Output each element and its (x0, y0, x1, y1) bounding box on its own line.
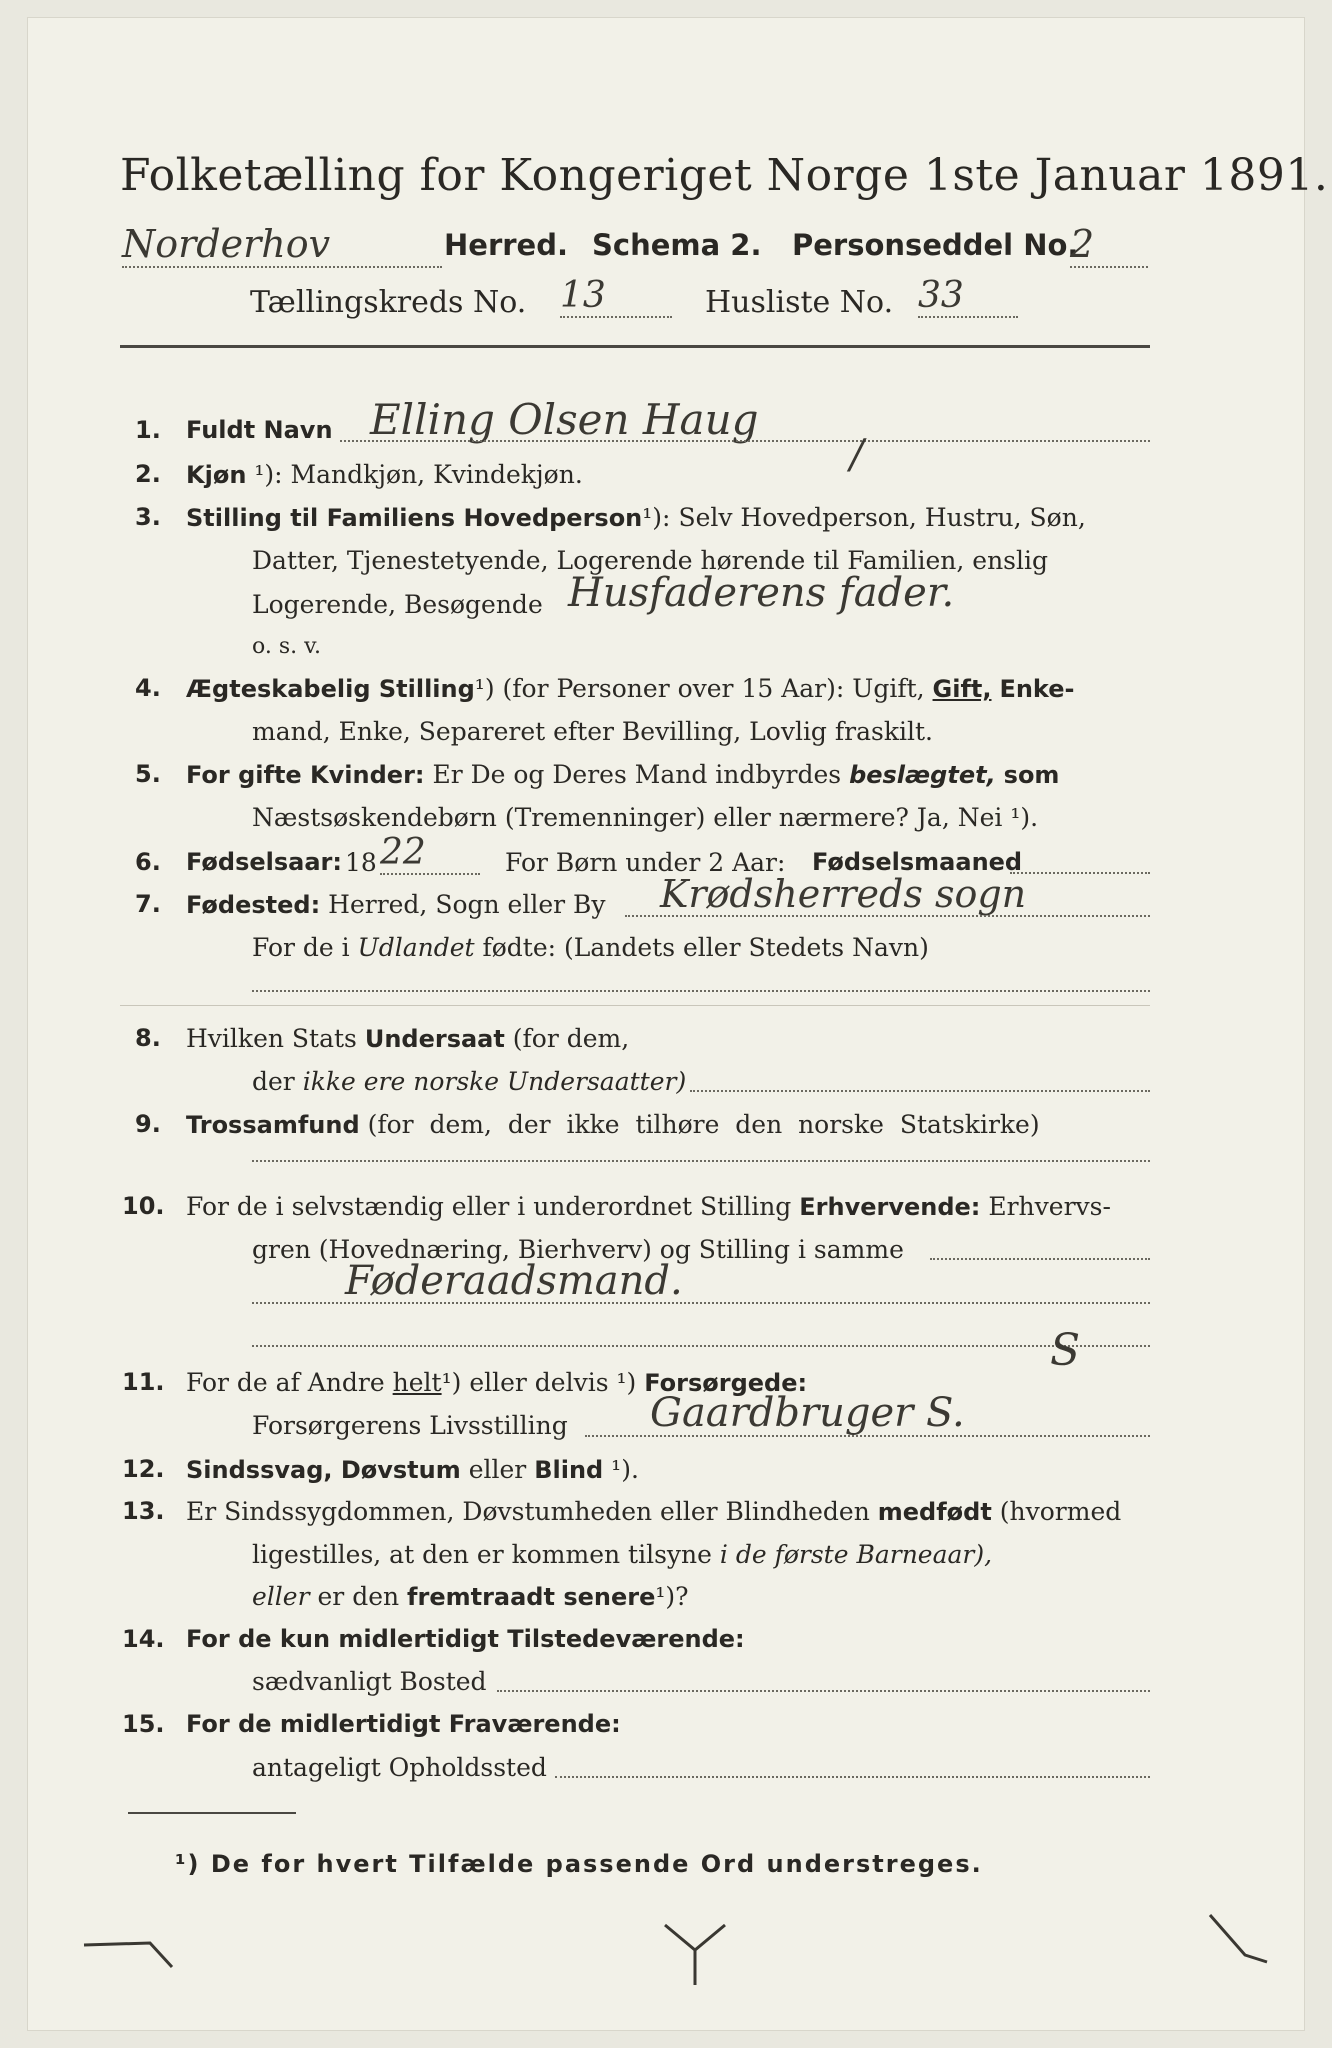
position-sup: ¹): (642, 503, 671, 532)
birthplace-label: Fødested: (186, 891, 321, 919)
header-rule (120, 345, 1150, 348)
sex-options: Mandkjøn, Kvindekjøn. (290, 460, 583, 489)
onset-line2 (252, 1540, 992, 1569)
religion-label: Trossamfund (186, 1111, 360, 1139)
occupation-question (186, 1192, 1111, 1221)
supported-text-a: For de af Andre (186, 1368, 385, 1397)
sex-label: Kjøn (186, 461, 247, 489)
onset-line2-b: i de første Barneaar), (719, 1540, 993, 1569)
item-number: 13. (122, 1497, 165, 1525)
occupation-label: Erhvervende: (799, 1193, 981, 1221)
occupation-text-a: For de i selvstændig eller i underordnet Stilling (186, 1192, 792, 1221)
citizenship-label: Undersaat (364, 1025, 505, 1053)
occupation-line2-dots (930, 1258, 1150, 1260)
item-number: 4. (135, 674, 161, 702)
position-line4: o. s. v. (252, 634, 321, 659)
item-number: 6. (135, 848, 161, 876)
item-number: 9. (135, 1110, 161, 1138)
herred-label: Herred. (444, 228, 568, 262)
disability-label: Sindssvag, Døvstum (186, 1456, 461, 1484)
disability-text: eller (468, 1455, 527, 1484)
foreign-birthplace-question (252, 933, 929, 962)
onset-line3 (252, 1582, 689, 1611)
full-name-line (340, 440, 1150, 442)
onset-sup: ¹)? (655, 1582, 689, 1611)
marital-text: ¹) (for Personer over 15 Aar): Ugift, (474, 674, 925, 703)
disability-question (186, 1455, 639, 1484)
footnote-rule (128, 1812, 296, 1814)
herred-value: Norderhov (122, 222, 442, 268)
supported-mark: S (1050, 1325, 1081, 1376)
marital-line2: mand, Enke, Separeret efter Bevilling, Lovlig fraskilt. (252, 717, 933, 746)
item-number: 11. (122, 1368, 165, 1396)
birth-year-prefix: 18 (345, 848, 377, 877)
sex-mark: / (850, 432, 864, 478)
onset-later: fremtraadt senere (407, 1583, 656, 1611)
birthplace-value: Krødsherreds sogn (660, 872, 1027, 916)
probable-residence-label: antageligt Opholdssted (252, 1753, 547, 1782)
marital-label: Ægteskabelig Stilling (186, 675, 475, 703)
citizenship-text-c: (for dem, (512, 1024, 630, 1053)
birth-year-label: Fødselsaar: (186, 848, 342, 876)
corner-mark-left (80, 1925, 180, 1985)
sex-question (186, 460, 583, 489)
item-number: 5. (135, 760, 161, 788)
occupation-value: Føderaadsmand. (345, 1258, 683, 1304)
item-number: 14. (122, 1625, 165, 1653)
sex-sup: ¹): (254, 460, 283, 489)
religion-text: (for dem, der ikke tilhøre den norske Statskirke) (367, 1110, 1040, 1139)
foreign-text-c: fødte: (Landets eller Stedets Navn) (482, 933, 929, 962)
probable-residence-line (555, 1776, 1150, 1778)
position-line1: Selv Hovedperson, Hustru, Søn, (678, 503, 1086, 532)
corner-mark-right (1205, 1910, 1275, 1970)
usual-residence-line (497, 1690, 1150, 1692)
item-number: 10. (122, 1192, 165, 1220)
married-women-label: For gifte Kvinder: (186, 761, 425, 789)
citizenship-der: der (252, 1067, 295, 1096)
religion-line (252, 1160, 1150, 1162)
personseddel-value: 2 (1070, 222, 1148, 268)
personseddel-label: Personseddel No. (792, 228, 1079, 262)
temp-absent-label: For de midlertidigt Fraværende: (186, 1710, 621, 1738)
citizenship-not-norwegian: ikke ere norske Undersaatter) (302, 1067, 687, 1096)
citizenship-question (186, 1024, 629, 1053)
item-number: 3. (135, 503, 161, 531)
birth-year-value: 22 (380, 832, 480, 875)
item-number: 8. (135, 1024, 161, 1052)
item-number: 12. (122, 1455, 165, 1483)
onset-text-a: Er Sindssygdommen, Døvstumheden eller Blindheden (186, 1497, 870, 1526)
item-number: 15. (122, 1710, 165, 1738)
birthplace-line (625, 915, 1150, 917)
onset-line2-a: ligestilles, at den er kommen tilsyne (252, 1540, 712, 1569)
supported-label: Forsørgede: (644, 1369, 808, 1397)
married-women-related: beslægtet, (849, 761, 996, 789)
position-line3: Logerende, Besøgende (252, 590, 543, 619)
position-label: Stilling til Familiens Hovedperson (186, 504, 643, 532)
birthplace-text: Herred, Sogn eller By (328, 890, 606, 919)
married-women-question (186, 760, 1059, 789)
citizenship-line (690, 1090, 1150, 1092)
religion-question (186, 1110, 1040, 1139)
birth-month-label: Fødselsmaaned (812, 848, 1023, 876)
husliste-label: Husliste No. (705, 285, 894, 320)
schema-label: Schema 2. (592, 228, 762, 262)
marital-question (186, 674, 1075, 703)
birth-month-line (1010, 872, 1150, 874)
kreds-value: 13 (560, 275, 672, 318)
onset-question (186, 1497, 1121, 1526)
onset-text-c: (hvormed (999, 1497, 1122, 1526)
married-women-text: Er De og Deres Mand indbyrdes (432, 760, 842, 789)
supporter-occupation-value: Gaardbruger S. (650, 1390, 965, 1436)
onset-er-den: er den (317, 1582, 400, 1611)
occupation-line2: gren (Hovednæring, Bierhverv) og Stilling i samme (252, 1235, 904, 1264)
foreign-text-b: Udlandet (357, 933, 475, 962)
footnote: ¹) De for hvert Tilfælde passende Ord understreges. (175, 1850, 983, 1878)
full-name-value: Elling Olsen Haug (370, 395, 759, 444)
citizenship-line2 (252, 1067, 686, 1096)
section-divider (120, 1005, 1150, 1006)
usual-residence-label: sædvanligt Bosted (252, 1667, 487, 1696)
birthplace-question (186, 890, 606, 919)
form-title: Folketælling for Kongeriget Norge 1ste Januar 1891. (120, 150, 1329, 201)
occupation-text-c: Erhvervs- (988, 1192, 1111, 1221)
married-women-line2: Næstsøskendebørn (Tremenninger) eller nærmere? Ja, Nei ¹). (252, 803, 1039, 832)
corner-mark-center (660, 1920, 730, 1990)
disability-sup: ¹). (611, 1455, 639, 1484)
onset-medfodt: medfødt (877, 1498, 992, 1526)
disability-blind: Blind (534, 1456, 604, 1484)
married-women-som: som (1003, 761, 1060, 789)
foreign-text-a: For de i (252, 933, 350, 962)
supported-helt: helt (392, 1368, 442, 1397)
full-name-label: Fuldt Navn (186, 416, 333, 444)
occupation-value-line (252, 1302, 1150, 1304)
kreds-label: Tællingskreds No. (250, 285, 527, 320)
supporter-occupation-line (585, 1435, 1150, 1437)
position-question (186, 503, 1086, 532)
position-value: Husfaderens fader. (568, 570, 955, 616)
temp-present-label: For de kun midlertidigt Tilstedeværende: (186, 1625, 745, 1653)
marital-enke: Enke- (999, 675, 1075, 703)
supporter-occupation-label: Forsørgerens Livsstilling (252, 1411, 568, 1440)
onset-eller: eller (252, 1582, 310, 1611)
item-number: 7. (135, 890, 161, 918)
marital-gift: Gift, (932, 675, 992, 703)
citizenship-text-a: Hvilken Stats (186, 1024, 357, 1053)
item-number: 2. (135, 460, 161, 488)
occupation-extra-line (252, 1345, 1150, 1347)
husliste-value: 33 (918, 275, 1018, 318)
foreign-birthplace-line (252, 990, 1150, 992)
supported-text-c: ¹) eller delvis ¹) (441, 1368, 637, 1397)
item-number: 1. (135, 416, 161, 444)
birth-year-text: For Børn under 2 Aar: (505, 848, 786, 877)
position-line2: Datter, Tjenestetyende, Logerende hørende til Familien, enslig (252, 546, 1049, 575)
